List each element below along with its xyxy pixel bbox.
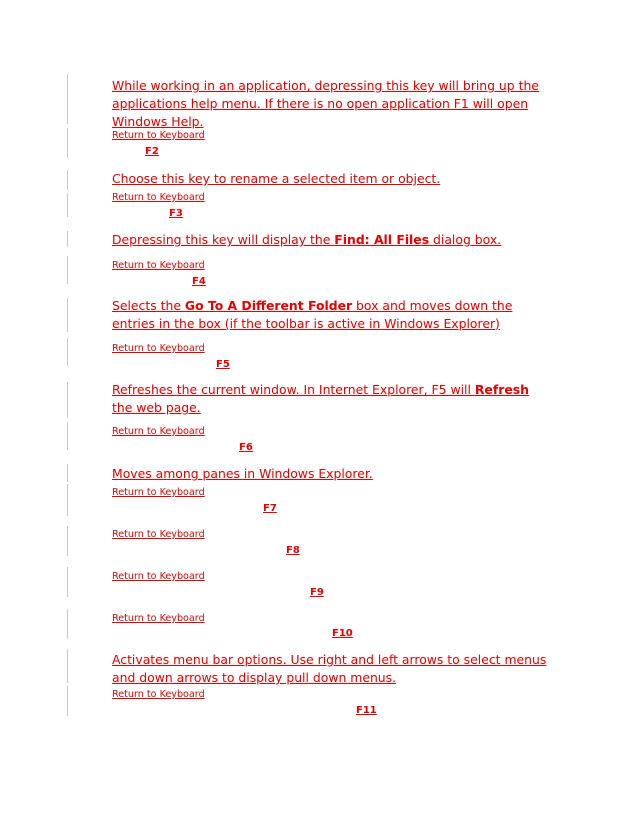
key-heading-f5[interactable]: F5 <box>216 359 230 370</box>
return-to-keyboard-link[interactable]: Return to Keyboard <box>112 260 205 271</box>
return-to-keyboard-link[interactable]: Return to Keyboard <box>112 426 205 437</box>
return-to-keyboard-link[interactable]: Return to Keyboard <box>112 571 205 582</box>
margin-rule <box>67 422 68 450</box>
margin-rule <box>67 193 68 217</box>
description-text: the web page. <box>112 400 201 415</box>
margin-rule <box>67 526 68 556</box>
return-to-keyboard-link[interactable]: Return to Keyboard <box>112 529 205 540</box>
key-heading-f11[interactable]: F11 <box>356 705 377 716</box>
description-text: Refreshes the current window. In Internet Explorer, F5 will <box>112 382 475 397</box>
key-heading-f6[interactable]: F6 <box>239 442 253 453</box>
return-to-keyboard-link[interactable]: Return to Keyboard <box>112 487 205 498</box>
key-heading-f7[interactable]: F7 <box>263 503 277 514</box>
margin-rule <box>67 382 68 418</box>
key-description <box>112 465 552 483</box>
key-heading-f10[interactable]: F10 <box>332 628 353 639</box>
key-heading-f8[interactable]: F8 <box>286 545 300 556</box>
margin-rule <box>67 609 68 639</box>
key-description <box>112 231 552 249</box>
return-to-keyboard-link[interactable]: Return to Keyboard <box>112 192 205 203</box>
key-heading-f3[interactable]: F3 <box>169 208 183 219</box>
return-to-keyboard-link[interactable]: Return to Keyboard <box>112 613 205 624</box>
description-bold: Refresh <box>474 382 529 397</box>
description-bold: Find: All Files <box>334 232 430 247</box>
key-heading-f2[interactable]: F2 <box>145 146 159 157</box>
key-heading-f9[interactable]: F9 <box>310 587 324 598</box>
description-text: Selects the <box>112 298 185 313</box>
description-text: box and moves down the entries in the box (if the toolbar is active in Windows Explorer) <box>112 298 513 331</box>
margin-rule <box>67 686 68 716</box>
description-text: Depressing this key will display the <box>112 232 335 247</box>
key-heading-f4[interactable]: F4 <box>192 276 206 287</box>
key-description <box>112 170 552 188</box>
margin-rule <box>67 464 68 482</box>
margin-rule <box>67 128 68 158</box>
description-text: dialog box. <box>429 232 502 247</box>
description-text: While working in an application, depressing this key will bring up the applications help menu. If there is no open application F1 will open Windows Help. <box>112 78 539 129</box>
key-description <box>112 77 552 131</box>
return-to-keyboard-link[interactable]: Return to Keyboard <box>112 130 205 141</box>
return-to-keyboard-link[interactable]: Return to Keyboard <box>112 689 205 700</box>
return-to-keyboard-link[interactable]: Return to Keyboard <box>112 343 205 354</box>
key-description <box>112 651 552 687</box>
margin-rule <box>67 649 68 683</box>
margin-rule <box>67 256 68 284</box>
margin-rule <box>67 338 68 366</box>
margin-rule <box>67 231 68 247</box>
key-description <box>112 297 552 333</box>
description-text: Choose this key to rename a selected item or object. <box>112 171 441 186</box>
description-bold: Go To A Different Folder <box>184 298 353 313</box>
description-text: Moves among panes in Windows Explorer. <box>112 466 373 481</box>
description-text: Activates menu bar options. Use right and left arrows to select menus and down arrows to display pull down menus. <box>112 652 547 685</box>
margin-rule <box>67 484 68 516</box>
key-description <box>112 381 552 417</box>
margin-rule <box>67 298 68 332</box>
margin-rule <box>67 567 68 597</box>
margin-rule <box>67 170 68 190</box>
margin-rule <box>67 74 68 124</box>
